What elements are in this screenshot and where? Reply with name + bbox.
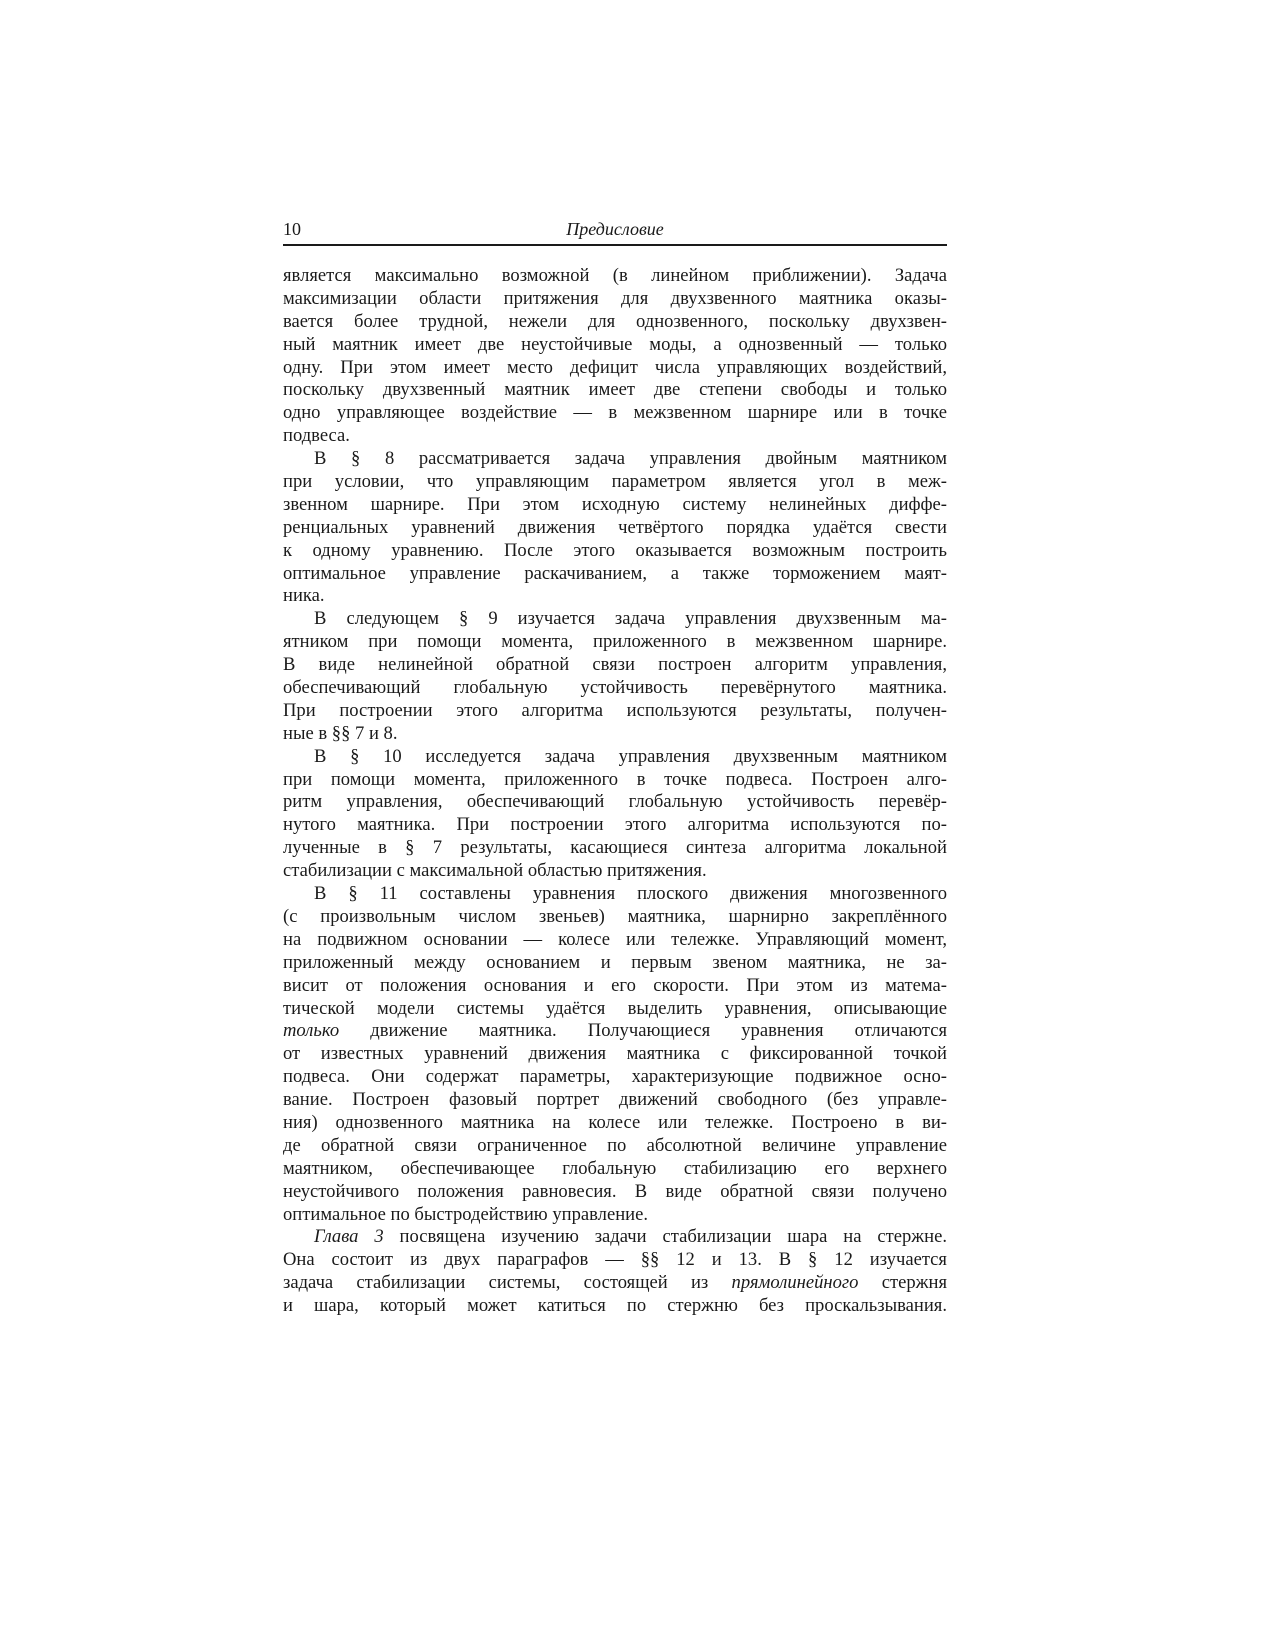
text-line: к одному уравнению. После этого оказывается возможным построить <box>283 539 947 561</box>
running-head <box>283 217 947 246</box>
text-line: одно управляющее воздействие — в межзвенном шарнире или в точке <box>283 402 947 424</box>
text-line: При построении этого алгоритма используются результаты, получен- <box>283 699 947 721</box>
text-line: неустойчивого положения равновесия. В виде обратной связи получено <box>283 1180 947 1202</box>
text-line: ный маятник имеет две неустойчивые моды, а однозвенный — только <box>283 333 947 355</box>
text-line: В § 8 рассматривается задача управления двойным маятником <box>314 448 947 470</box>
text-line: ника. <box>283 585 325 607</box>
text-line: де обратной связи ограниченное по абсолютной величине управление <box>283 1134 947 1156</box>
text-line: В виде нелинейной обратной связи построен алгоритм управления, <box>283 654 947 676</box>
emphasis: прямолинейного <box>731 1272 859 1294</box>
text-line: Она состоит из двух параграфов — §§ 12 и 13. В § 12 изучается <box>283 1249 947 1271</box>
text-line: ные в §§ 7 и 8. <box>283 722 398 744</box>
text-line: при помощи момента, приложенного в точке подвеса. Построен алго- <box>283 768 947 790</box>
text-line: обеспечивающий глобальную устойчивость перевёрнутого маятника. <box>283 677 947 699</box>
text-line: от известных уравнений движения маятника с фиксированной точкой <box>283 1043 947 1065</box>
text-line: В следующем § 9 изучается задача управления двухзвенным ма- <box>314 608 947 630</box>
text-line: вается более трудной, нежели для однозвенного, поскольку двухзвен- <box>283 310 947 332</box>
text-line: поскольку двухзвенный маятник имеет две степени свободы и только <box>283 379 947 401</box>
text-line: максимизации области притяжения для двухзвенного маятника оказы- <box>283 287 947 309</box>
text-line: вание. Построен фазовый портрет движений свободного (без управле- <box>283 1089 947 1111</box>
text-line: стабилизации с максимальной областью притяжения. <box>283 860 707 882</box>
text-line: оптимальное по быстродействию управление. <box>283 1203 649 1225</box>
text-line: одну. При этом имеет место дефицит числа управляющих воздействий, <box>283 356 947 378</box>
text-line: приложенный между основанием и первым звеном маятника, не за- <box>283 951 947 973</box>
text-line: звенном шарнире. При этом исходную систему нелинейных диффе- <box>283 493 947 515</box>
book-page <box>283 217 947 1318</box>
text-line: лученные в § 7 результаты, касающиеся синтеза алгоритма локальной <box>283 837 947 859</box>
text-line: ритм управления, обеспечивающий глобальную устойчивость перевёр- <box>283 791 947 813</box>
emphasis: Глава 3 <box>314 1226 384 1248</box>
text-line: является максимально возможной (в линейном приближении). Задача <box>283 265 947 286</box>
page-number: 10 <box>283 219 301 239</box>
text-line: (с произвольным числом звеньев) маятника, шарнирно закреплённого <box>283 905 947 927</box>
text-line: и шара, который может катиться по стержню без проскальзывания. <box>283 1295 947 1317</box>
text-line: ния) однозвенного маятника на колесе или тележке. Построено в ви- <box>283 1111 947 1133</box>
text-line: нутого маятника. При построении этого алгоритма используются по- <box>283 814 947 836</box>
emphasis: только <box>283 1020 340 1042</box>
text-line: висит от положения основания и его скорости. При этом из матема- <box>283 974 947 996</box>
text-line: маятником, обеспечивающее глобальную стабилизацию его верхнего <box>283 1157 947 1179</box>
text-line: оптимальное управление раскачиванием, а также торможением маят- <box>283 562 947 584</box>
text-line: подвеса. Они содержат параметры, характеризующие подвижное осно- <box>283 1066 947 1088</box>
running-title: Предисловие <box>566 219 664 239</box>
text-line: задача стабилизации системы, состоящей из прямолинейного стержня <box>283 1272 947 1294</box>
text-line: Глава 3 посвящена изучению задачи стабилизации шара на стержне. <box>314 1226 948 1248</box>
body-text <box>283 265 947 1318</box>
text-line: ятником при помощи момента, приложенного в межзвенном шарнире. <box>283 631 947 653</box>
text-line: В § 10 исследуется задача управления двухзвенным маятником <box>314 745 947 767</box>
text-line: ренциальных уравнений движения четвёртого порядка удаётся свести <box>283 516 947 538</box>
text-line: при условии, что управляющим параметром является угол в меж- <box>283 471 947 493</box>
text-line: на подвижном основании — колесе или тележке. Управляющий момент, <box>283 928 947 950</box>
text-line: подвеса. <box>283 425 350 447</box>
text-line: только движение маятника. Получающиеся уравнения отличаются <box>283 1020 948 1042</box>
text-line: тической модели системы удаётся выделить уравнения, описывающие <box>283 997 947 1019</box>
text-line: В § 11 составлены уравнения плоского движения многозвенного <box>314 883 947 905</box>
